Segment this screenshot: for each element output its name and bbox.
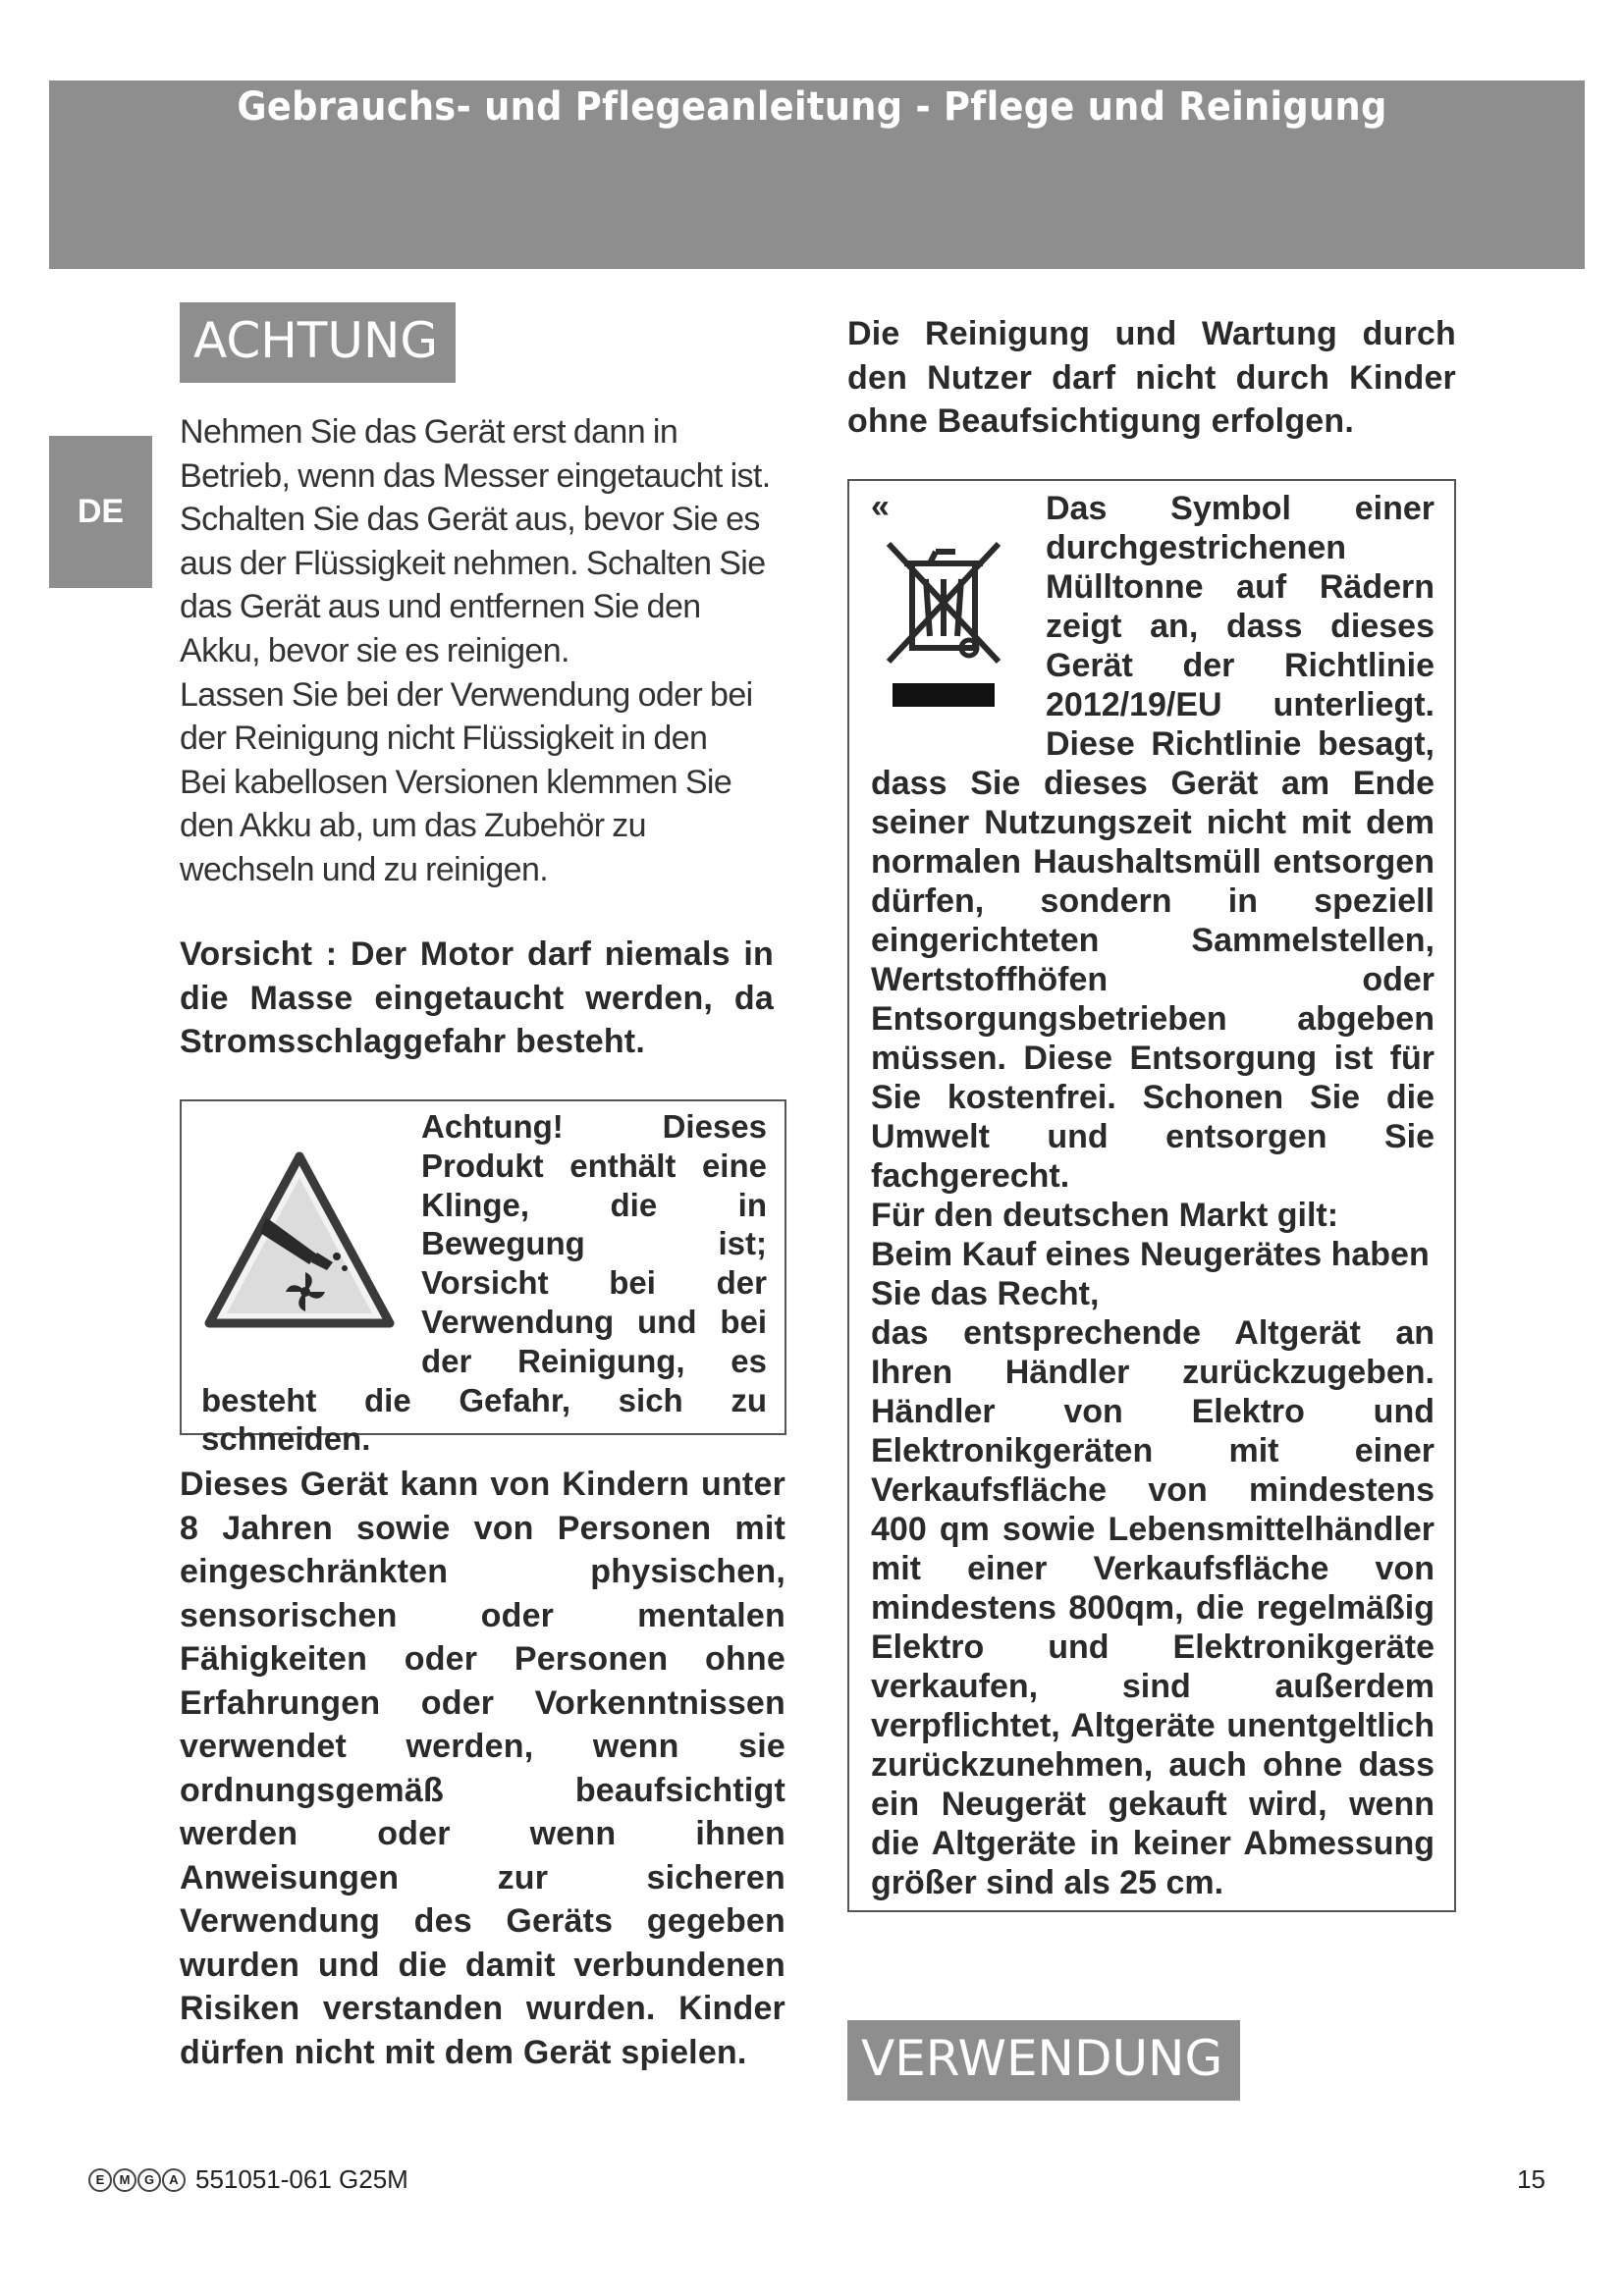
motor-caution: Vorsicht : Der Motor darf niemals in die Masse eingetaucht werden, da Stromsschlaggefahr besteht. (180, 935, 774, 1060)
instructions-text (180, 410, 785, 892)
page-title: Gebrauchs- und Pflegeanleitung - Pflege und Reinigung (237, 84, 1387, 130)
model-number: 551051-061 G25M (195, 2164, 408, 2194)
german-market-line: Beim Kauf eines Neugerätes haben Sie das Recht, (871, 1236, 1430, 1312)
cleaning-children-note: Die Reinigung und Wartung durch den Nutzer darf nicht durch Kinder ohne Beaufsichtigung erfolgen. (847, 315, 1456, 440)
weee-text: Das Symbol einer durchgestrichenen Mülltonne auf Rädern zeigt an, dass dieses Gerät der Richtlinie 2012/19/EU unterliegt. Diese Richtlinie besagt, dass Sie dieses Gerät am Ende seiner Nutzungszeit nicht mit dem normalen Haushaltsmüll entsorgen dürfen, sondern in speziell eingerichteten Sammelstellen, Wertstoffhöfen oder Entsorgungsbetrieben abgeben müssen. Diese Entsorgung ist für Sie kostenfrei. Schonen Sie die Umwelt und entsorgen Sie fachgerecht. (871, 490, 1435, 1195)
instruction-paragraph: Bei kabellosen Versionen klemmen Sie den Akku ab, um das Zubehör zu wechseln und zu reinigen. (180, 763, 732, 888)
blade-warning-text: Achtung! Dieses Produkt enthält eine Klinge, die in Bewegung ist; Vorsicht bei der Verwendung und bei der Reinigung, es besteht die Gefahr, sich zu schneiden. (201, 1108, 767, 1458)
logo-letter: M (113, 2168, 136, 2192)
page-number: 15 (1517, 2164, 1545, 2194)
blade-warning-icon (201, 1148, 415, 1343)
footer-model (88, 2164, 408, 2195)
instruction-paragraph: Lassen Sie bei der Verwendung oder bei der Reinigung nicht Flüssigkeit in den (180, 675, 753, 758)
children-usage-text: Dieses Gerät kann von Kindern unter 8 Jahren sowie von Personen mit eingeschränkten physischen, sensorischen oder mentalen Fähigkeiten oder Personen ohne Erfahrungen oder Vorkenntnissen verwendet werden, wenn sie ordnungsgemäß beaufsichtigt werden oder wenn ihnen Anweisungen zur sicheren Verwendung des Geräts gegeben wurden und die damit verbundenen Risiken verstanden wurden. Kinder dürfen nicht mit dem Gerät spielen. (180, 1466, 785, 2071)
emga-logo (88, 2168, 186, 2192)
german-market-text: das entsprechende Altgerät an Ihren Händler zurückzugeben. Händler von Elektro und Elektronikgeräten mit einer Verkaufsfläche von mindestens 400 qm sowie Lebensmittelhändler mit einer Verkaufsfläche von mindestens 800qm, die regelmäßig Elektro und Elektronikgeräte verkaufen, sind außerdem verpflichtet, Altgeräte unentgeltlich zurückzunehmen, auch ohne dass ein Neugerät gekauft wird, wenn die Altgeräte in keiner Abmessung größer sind als 25 cm. (871, 1314, 1435, 1901)
language-tab: DE (49, 436, 152, 588)
weee-box (847, 479, 1456, 1912)
logo-letter: E (88, 2168, 112, 2192)
quote-mark: « (871, 488, 890, 525)
german-market-heading: Für den deutschen Markt gilt: (871, 1197, 1339, 1234)
logo-letter: G (137, 2168, 161, 2192)
weee-symbol-area (871, 489, 1044, 736)
achtung-badge: ACHTUNG (180, 302, 456, 383)
crossed-out-bin-icon (879, 534, 1044, 720)
logo-letter: A (162, 2168, 186, 2192)
blade-warning-box (180, 1099, 786, 1458)
instruction-paragraph: Schalten Sie das Gerät aus, bevor Sie es aus der Flüssigkeit nehmen. Schalten Sie das Gerät aus und entfernen Sie den Akku, bevor sie es reinigen. (180, 501, 766, 669)
verwendung-badge: VERWENDUNG (847, 2020, 1240, 2101)
instruction-paragraph: Nehmen Sie das Gerät erst dann in Betrieb, wenn das Messer eingetaucht ist. (180, 413, 771, 495)
